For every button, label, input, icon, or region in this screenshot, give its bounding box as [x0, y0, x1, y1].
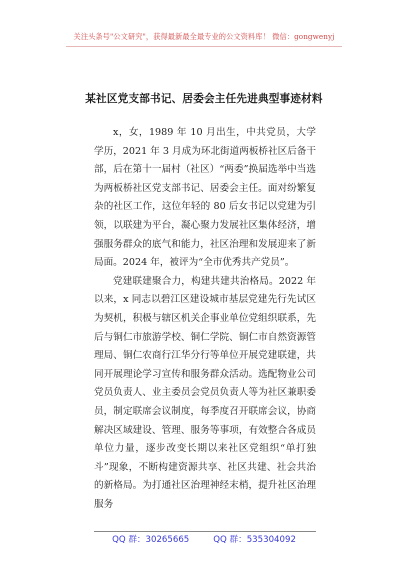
footer: [0, 534, 408, 546]
document-body: [94, 124, 316, 514]
footer-divider: [94, 531, 316, 532]
paragraph-2: 党建联建聚合力，构建共建共治格局。2022 年以来，x 同志以碧江区建设城市基层党建先行先试区为契机，积极与辖区机关企事业单位党组织联系，先后与铜仁市旅游学校、铜仁学院、铜仁市自然资源管理局、铜仁农商行江华分行等单位开展党建联建，共同开展理论学习宣传和服务群众活动。选配物业公司党员负责人、业主委员会党员负责人等为社区兼职委员，制定联席会议制度，每季度召开联席会议，协商解决区域建设、管理、服务等事项，有效整合各成员单位力量，逐步改变长期以来社区党组织“单打独斗”现象，不断构建资源共享、社区共建、社会共治的新格局。为打通社区治理神经末梢，提升社区治理服务: [94, 275, 316, 510]
header-banner: 关注头条号"公文研究"，获得最新最全最专业的公文资料库！ 微信：gongwenyj: [73, 32, 335, 41]
paragraph-1: x，女，1989 年 10 月出生，中共党员，大学学历，2021 年 3 月成为环北街道两板桥社区后备干部，后在第十一届村（社区）“两委”换届选举中当选为两板桥社区党支部书记、居委会主任。面对纷繁复杂的社区工作，这位年轻的 80 后女书记以党建为引领，以联建为平台，凝心聚力发展社区集体经济，增强服务群众的底气和能力，社区治理和发展迎来了新局面。2024 年，被评为“全市优秀共产党员”。: [94, 127, 316, 269]
footer-qq-group-2: QQ 群：535304092: [213, 535, 296, 545]
footer-qq-group-1: QQ 群：30265665: [112, 535, 190, 545]
header-divider: [66, 46, 342, 47]
document-title: 某社区党支部书记、居委会主任先进典型事迹材料: [85, 93, 323, 105]
